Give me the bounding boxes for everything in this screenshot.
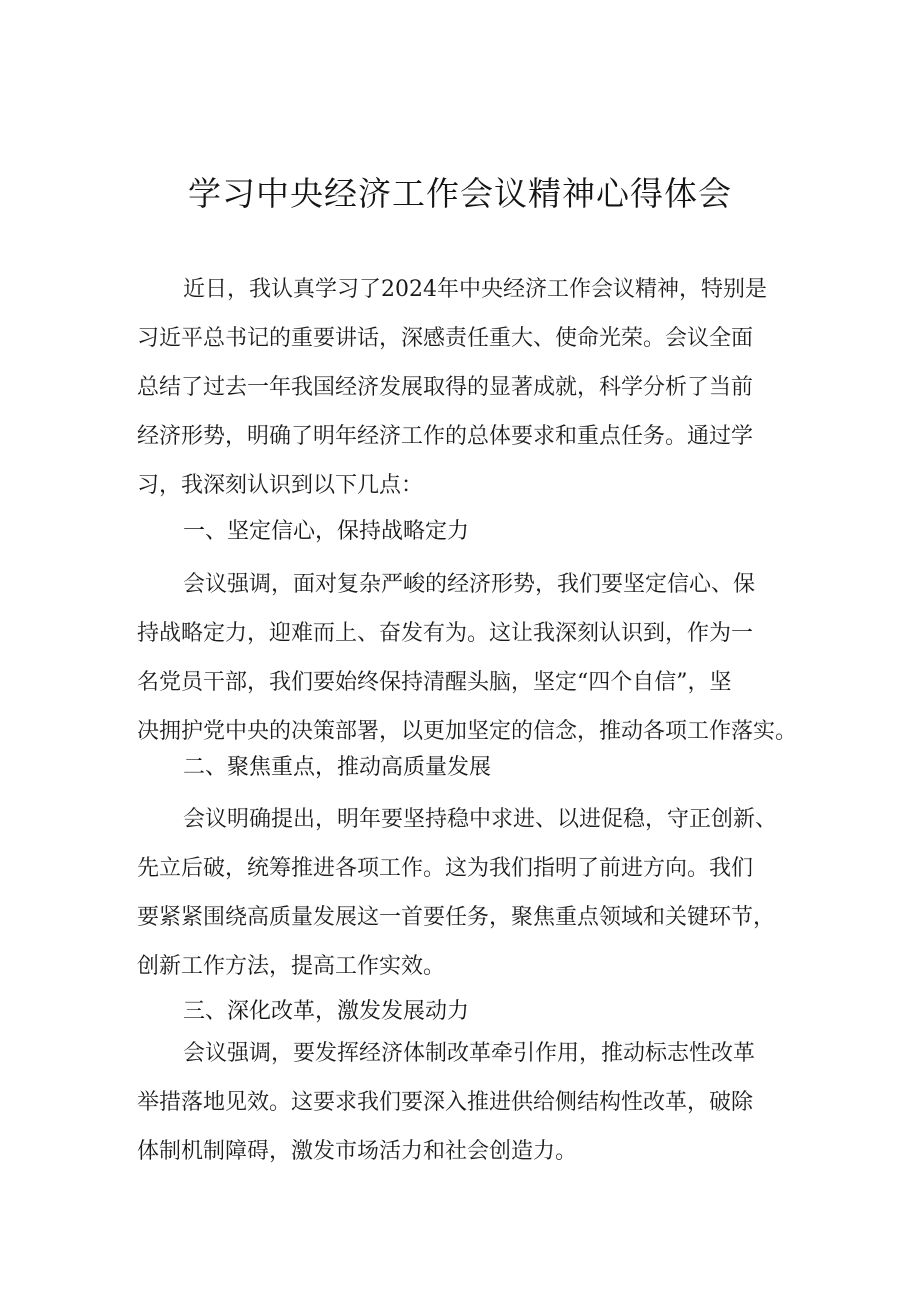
paragraph-line: 总结了过去一年我国经济发展取得的显著成就，科学分析了当前 — [137, 375, 754, 400]
paragraph-line: 会议明确提出，明年要坚持稳中求进、以进促稳，守正创新、 — [183, 807, 778, 832]
section-2-paragraph — [137, 795, 805, 991]
intro-paragraph — [137, 265, 805, 510]
paragraph-line: 创新工作方法，提高工作实效。 — [137, 954, 446, 979]
paragraph-line: 习，我深刻认识到以下几点： — [137, 473, 424, 498]
section-1-paragraph — [137, 560, 805, 756]
paragraph-line: 会议强调，要发挥经济体制改革牵引作用，推动标志性改革 — [183, 1041, 756, 1066]
section-heading-2: 二、聚焦重点，推动高质量发展 — [183, 755, 492, 780]
document-title: 学习中央经济工作会议精神心得体会 — [188, 174, 732, 213]
paragraph-line: 体制机制障碍，激发市场活力和社会创造力。 — [137, 1139, 578, 1164]
paragraph-line: 名党员干部，我们要始终保持清醒头脑，坚定“四个自信”，坚 — [137, 670, 732, 695]
paragraph-line: 持战略定力，迎难而上、奋发有为。这让我深刻认识到，作为一 — [137, 621, 754, 646]
paragraph-line: 先立后破，统筹推进各项工作。这为我们指明了前进方向。我们 — [137, 856, 754, 881]
paragraph-line: 习近平总书记的重要讲话，深感责任重大、使命光荣。会议全面 — [137, 326, 754, 351]
paragraph-line: 经济形势，明确了明年经济工作的总体要求和重点任务。通过学 — [137, 424, 754, 449]
section-3-paragraph — [137, 1029, 805, 1176]
paragraph-line: 近日，我认真学习了2024年中央经济工作会议精神，特别是 — [183, 277, 767, 302]
paragraph-line: 决拥护党中央的决策部署，以更加坚定的信念，推动各项工作落实。 — [137, 719, 798, 744]
section-heading-1: 一、坚定信心，保持战略定力 — [183, 519, 470, 544]
paragraph-line: 举措落地见效。这要求我们要深入推进供给侧结构性改革，破除 — [137, 1090, 754, 1115]
paragraph-line: 会议强调，面对复杂严峻的经济形势，我们要坚定信心、保 — [183, 572, 756, 597]
paragraph-line: 要紧紧围绕高质量发展这一首要任务，聚焦重点领域和关键环节， — [137, 905, 776, 930]
section-heading-3: 三、深化改革，激发发展动力 — [183, 999, 470, 1024]
